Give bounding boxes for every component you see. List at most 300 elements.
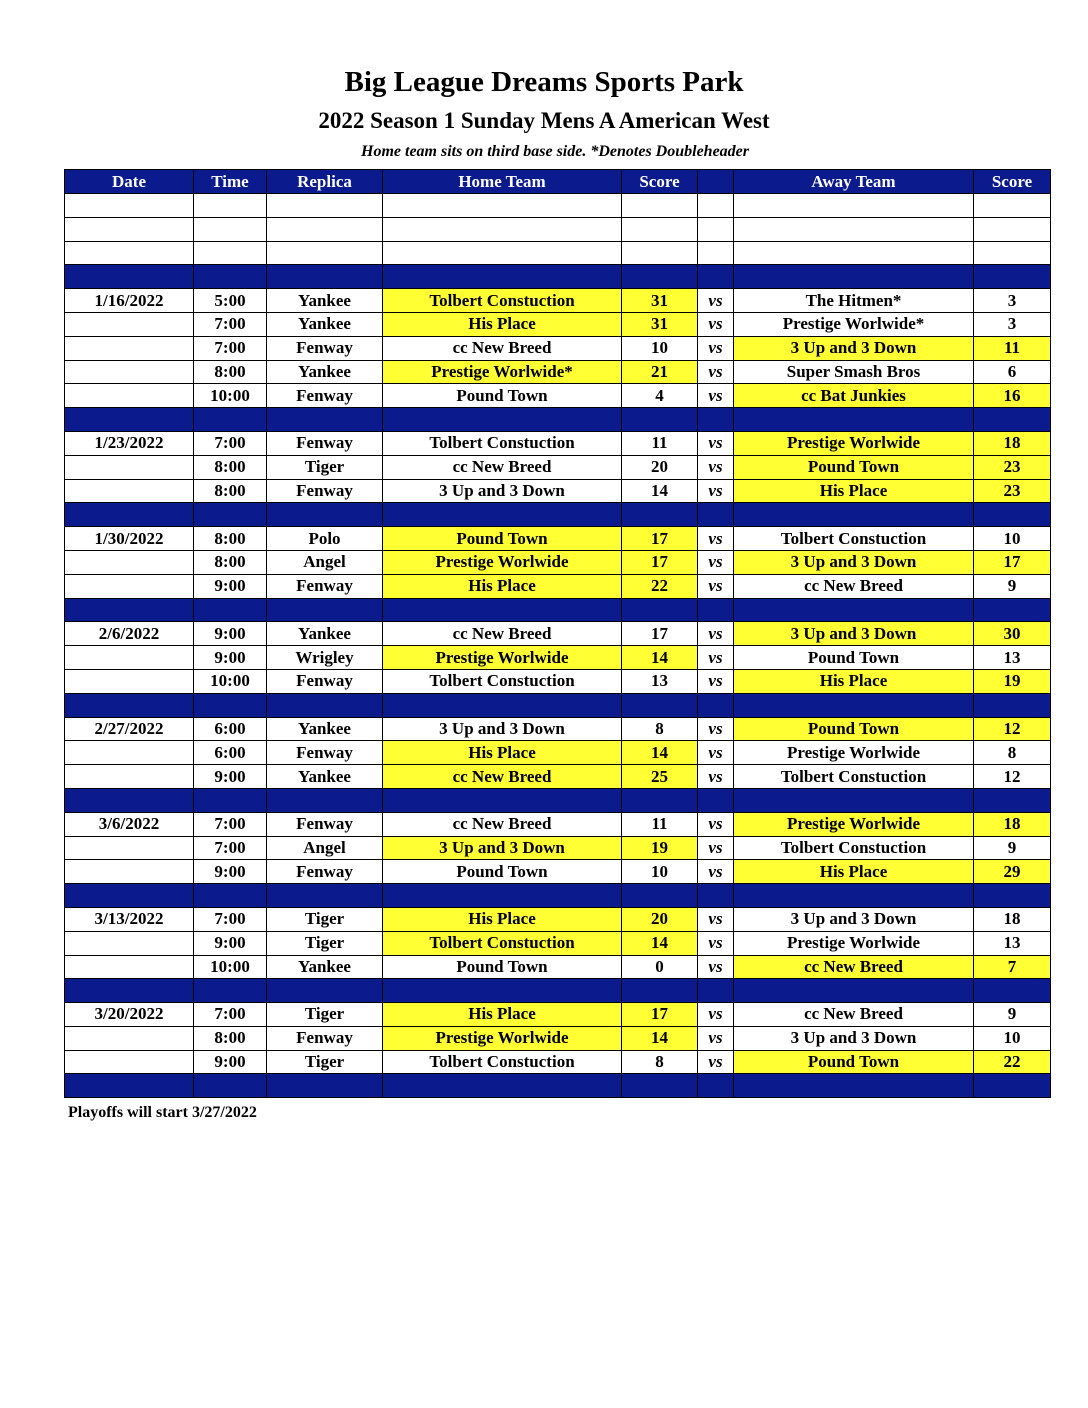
home-score-cell: 25 [622,765,698,789]
replica-cell: Tiger [267,931,383,955]
empty-cell [194,598,267,622]
replica-cell: Fenway [267,431,383,455]
away-team-cell: His Place [734,669,974,693]
empty-cell [974,598,1051,622]
home-team-cell: His Place [383,574,622,598]
game-row [65,860,1051,884]
empty-cell [194,217,267,241]
vs-cell: vs [698,312,734,336]
time-cell: 7:00 [194,812,267,836]
game-row [65,646,1051,670]
empty-cell [267,979,383,1003]
vs-cell: vs [698,812,734,836]
empty-cell [734,217,974,241]
empty-cell [267,194,383,218]
away-team-cell: His Place [734,479,974,503]
away-score-cell: 10 [974,1026,1051,1050]
vs-cell: vs [698,360,734,384]
empty-cell [65,265,194,289]
vs-cell: vs [698,836,734,860]
time-cell: 7:00 [194,907,267,931]
home-team-cell: Tolbert Constuction [383,1050,622,1074]
time-cell: 6:00 [194,741,267,765]
away-team-cell: Tolbert Constuction [734,765,974,789]
date-cell [65,741,194,765]
home-team-cell: Tolbert Constuction [383,289,622,313]
home-score-cell: 31 [622,289,698,313]
col-header-away-team: Away Team [734,170,974,194]
empty-cell [383,217,622,241]
week-separator-row [65,788,1051,812]
away-team-cell: Prestige Worlwide [734,741,974,765]
empty-cell [194,408,267,432]
away-score-cell: 6 [974,360,1051,384]
time-cell: 9:00 [194,860,267,884]
empty-cell [622,1074,698,1098]
time-cell: 9:00 [194,765,267,789]
empty-cell [383,598,622,622]
home-score-cell: 10 [622,860,698,884]
empty-cell [698,265,734,289]
time-cell: 7:00 [194,1003,267,1027]
date-cell [65,860,194,884]
replica-cell: Yankee [267,765,383,789]
away-score-cell: 23 [974,479,1051,503]
vs-cell: vs [698,1003,734,1027]
replica-cell: Fenway [267,860,383,884]
date-cell: 1/30/2022 [65,527,194,551]
empty-cell [194,503,267,527]
vs-cell: vs [698,931,734,955]
empty-cell [65,217,194,241]
date-cell: 3/6/2022 [65,812,194,836]
date-cell [65,765,194,789]
empty-cell [622,265,698,289]
away-team-cell: 3 Up and 3 Down [734,550,974,574]
col-header-away-score: Score [974,170,1051,194]
replica-cell: Fenway [267,384,383,408]
date-cell [65,384,194,408]
empty-cell [267,408,383,432]
empty-cell [267,503,383,527]
empty-cell [698,884,734,908]
empty-cell [267,1074,383,1098]
game-row [65,360,1051,384]
replica-cell: Fenway [267,812,383,836]
empty-cell [974,194,1051,218]
away-score-cell: 13 [974,646,1051,670]
empty-cell [383,979,622,1003]
time-cell: 10:00 [194,669,267,693]
away-score-cell: 18 [974,907,1051,931]
empty-cell [974,1074,1051,1098]
empty-cell [65,598,194,622]
home-team-cell: Pound Town [383,955,622,979]
home-team-cell: Pound Town [383,527,622,551]
empty-cell [194,265,267,289]
home-team-cell: Prestige Worlwide [383,1026,622,1050]
home-score-cell: 13 [622,669,698,693]
replica-cell: Fenway [267,1026,383,1050]
home-team-cell: 3 Up and 3 Down [383,479,622,503]
date-cell [65,455,194,479]
empty-cell [622,503,698,527]
empty-cell [734,1074,974,1098]
replica-cell: Angel [267,836,383,860]
away-team-cell: His Place [734,860,974,884]
vs-cell: vs [698,622,734,646]
empty-cell [267,265,383,289]
col-header-home-score: Score [622,170,698,194]
empty-cell [194,788,267,812]
replica-cell: Fenway [267,669,383,693]
empty-cell [65,503,194,527]
game-row [65,1003,1051,1027]
page-subtitle: 2022 Season 1 Sunday Mens A American West [318,108,770,133]
empty-cell [622,408,698,432]
date-cell [65,479,194,503]
empty-cell [383,693,622,717]
time-cell: 7:00 [194,431,267,455]
replica-cell: Tiger [267,1050,383,1074]
time-cell: 8:00 [194,479,267,503]
away-score-cell: 11 [974,336,1051,360]
empty-cell [734,503,974,527]
date-cell [65,336,194,360]
blank-row [65,217,1051,241]
vs-cell: vs [698,479,734,503]
date-cell [65,550,194,574]
game-row [65,527,1051,551]
empty-cell [622,788,698,812]
home-score-cell: 14 [622,646,698,670]
empty-cell [194,884,267,908]
home-team-cell: His Place [383,741,622,765]
vs-cell: vs [698,955,734,979]
home-team-cell: cc New Breed [383,765,622,789]
empty-cell [974,408,1051,432]
empty-cell [734,408,974,432]
away-score-cell: 9 [974,836,1051,860]
home-score-cell: 21 [622,360,698,384]
home-team-cell: His Place [383,312,622,336]
away-team-cell: 3 Up and 3 Down [734,336,974,360]
replica-cell: Fenway [267,336,383,360]
empty-cell [65,194,194,218]
home-score-cell: 20 [622,455,698,479]
game-row [65,907,1051,931]
away-score-cell: 30 [974,622,1051,646]
home-score-cell: 14 [622,931,698,955]
empty-cell [698,693,734,717]
empty-cell [383,503,622,527]
empty-cell [698,194,734,218]
game-row [65,384,1051,408]
empty-cell [734,265,974,289]
replica-cell: Fenway [267,479,383,503]
schedule-body [65,194,1051,1098]
week-separator-row [65,1074,1051,1098]
week-separator-row [65,503,1051,527]
game-row [65,336,1051,360]
empty-cell [698,241,734,265]
time-cell: 8:00 [194,455,267,479]
vs-cell: vs [698,646,734,670]
replica-cell: Tiger [267,907,383,931]
replica-cell: Yankee [267,955,383,979]
schedule-note: Home team sits on third base side. *Denotes Doubleheader [361,143,749,160]
away-team-cell: Pound Town [734,717,974,741]
empty-cell [974,265,1051,289]
home-team-cell: His Place [383,1003,622,1027]
time-cell: 6:00 [194,717,267,741]
empty-cell [698,217,734,241]
game-row [65,765,1051,789]
empty-cell [698,598,734,622]
blank-row [65,194,1051,218]
empty-cell [974,217,1051,241]
empty-cell [383,884,622,908]
empty-cell [194,1074,267,1098]
away-team-cell: Prestige Worlwide [734,812,974,836]
home-score-cell: 17 [622,527,698,551]
home-team-cell: His Place [383,907,622,931]
empty-cell [194,241,267,265]
empty-cell [267,693,383,717]
home-team-cell: Prestige Worlwide* [383,360,622,384]
schedule-table [64,169,1051,1098]
away-score-cell: 8 [974,741,1051,765]
vs-cell: vs [698,527,734,551]
date-cell: 2/27/2022 [65,717,194,741]
empty-cell [734,241,974,265]
away-score-cell: 23 [974,455,1051,479]
week-separator-row [65,693,1051,717]
empty-cell [974,503,1051,527]
home-score-cell: 31 [622,312,698,336]
game-row [65,836,1051,860]
away-team-cell: cc New Breed [734,1003,974,1027]
away-score-cell: 18 [974,431,1051,455]
away-score-cell: 13 [974,931,1051,955]
blank-row [65,241,1051,265]
table-header-row [65,170,1051,194]
time-cell: 9:00 [194,1050,267,1074]
replica-cell: Fenway [267,741,383,765]
empty-cell [383,408,622,432]
home-score-cell: 11 [622,812,698,836]
away-team-cell: Super Smash Bros [734,360,974,384]
empty-cell [383,1074,622,1098]
week-separator-row [65,265,1051,289]
empty-cell [194,979,267,1003]
date-cell: 2/6/2022 [65,622,194,646]
time-cell: 9:00 [194,574,267,598]
empty-cell [622,194,698,218]
away-team-cell: cc New Breed [734,955,974,979]
empty-cell [734,788,974,812]
away-team-cell: Prestige Worlwide [734,431,974,455]
away-team-cell: 3 Up and 3 Down [734,1026,974,1050]
away-score-cell: 17 [974,550,1051,574]
home-team-cell: Pound Town [383,384,622,408]
col-header-vs [698,170,734,194]
time-cell: 8:00 [194,1026,267,1050]
game-row [65,455,1051,479]
date-cell: 3/20/2022 [65,1003,194,1027]
game-row [65,717,1051,741]
away-team-cell: Pound Town [734,646,974,670]
date-cell [65,312,194,336]
time-cell: 8:00 [194,527,267,551]
home-score-cell: 11 [622,431,698,455]
away-score-cell: 19 [974,669,1051,693]
game-row [65,931,1051,955]
date-cell [65,931,194,955]
home-score-cell: 17 [622,622,698,646]
away-score-cell: 22 [974,1050,1051,1074]
time-cell: 8:00 [194,550,267,574]
game-row [65,289,1051,313]
replica-cell: Wrigley [267,646,383,670]
empty-cell [267,884,383,908]
game-row [65,812,1051,836]
home-score-cell: 17 [622,550,698,574]
vs-cell: vs [698,384,734,408]
game-row [65,479,1051,503]
away-score-cell: 10 [974,527,1051,551]
home-score-cell: 10 [622,336,698,360]
game-row [65,669,1051,693]
col-header-date: Date [65,170,194,194]
empty-cell [974,979,1051,1003]
away-score-cell: 12 [974,765,1051,789]
date-cell [65,669,194,693]
time-cell: 7:00 [194,836,267,860]
date-cell [65,836,194,860]
game-row [65,1050,1051,1074]
away-score-cell: 12 [974,717,1051,741]
time-cell: 9:00 [194,622,267,646]
page-title: Big League Dreams Sports Park [344,66,744,98]
home-score-cell: 14 [622,1026,698,1050]
empty-cell [622,693,698,717]
time-cell: 7:00 [194,312,267,336]
vs-cell: vs [698,455,734,479]
date-cell [65,646,194,670]
empty-cell [734,598,974,622]
empty-cell [65,241,194,265]
away-team-cell: Prestige Worlwide* [734,312,974,336]
away-score-cell: 3 [974,289,1051,313]
empty-cell [65,1074,194,1098]
time-cell: 9:00 [194,646,267,670]
vs-cell: vs [698,574,734,598]
replica-cell: Polo [267,527,383,551]
empty-cell [622,979,698,1003]
home-team-cell: Tolbert Constuction [383,669,622,693]
home-score-cell: 8 [622,717,698,741]
empty-cell [65,979,194,1003]
away-team-cell: Pound Town [734,455,974,479]
vs-cell: vs [698,431,734,455]
replica-cell: Yankee [267,312,383,336]
empty-cell [974,241,1051,265]
vs-cell: vs [698,765,734,789]
time-cell: 10:00 [194,384,267,408]
home-score-cell: 17 [622,1003,698,1027]
vs-cell: vs [698,336,734,360]
playoffs-note: Playoffs will start 3/27/2022 [68,1104,257,1121]
replica-cell: Yankee [267,622,383,646]
away-team-cell: 3 Up and 3 Down [734,907,974,931]
empty-cell [974,884,1051,908]
empty-cell [698,408,734,432]
home-score-cell: 4 [622,384,698,408]
empty-cell [698,979,734,1003]
vs-cell: vs [698,550,734,574]
home-score-cell: 0 [622,955,698,979]
date-cell: 3/13/2022 [65,907,194,931]
empty-cell [65,788,194,812]
home-score-cell: 22 [622,574,698,598]
vs-cell: vs [698,717,734,741]
home-team-cell: Pound Town [383,860,622,884]
empty-cell [974,693,1051,717]
col-header-home-team: Home Team [383,170,622,194]
home-score-cell: 14 [622,741,698,765]
away-score-cell: 16 [974,384,1051,408]
away-team-cell: Tolbert Constuction [734,836,974,860]
date-cell [65,1026,194,1050]
empty-cell [267,217,383,241]
time-cell: 10:00 [194,955,267,979]
home-score-cell: 20 [622,907,698,931]
game-row [65,622,1051,646]
empty-cell [194,194,267,218]
empty-cell [698,1074,734,1098]
week-separator-row [65,979,1051,1003]
time-cell: 5:00 [194,289,267,313]
col-header-replica: Replica [267,170,383,194]
empty-cell [698,503,734,527]
away-team-cell: Pound Town [734,1050,974,1074]
game-row [65,312,1051,336]
date-cell [65,955,194,979]
home-team-cell: Prestige Worlwide [383,550,622,574]
home-team-cell: cc New Breed [383,455,622,479]
empty-cell [974,788,1051,812]
game-row [65,574,1051,598]
home-team-cell: cc New Breed [383,622,622,646]
empty-cell [65,408,194,432]
week-separator-row [65,408,1051,432]
empty-cell [622,217,698,241]
time-cell: 8:00 [194,360,267,384]
replica-cell: Yankee [267,289,383,313]
empty-cell [194,693,267,717]
away-team-cell: cc New Breed [734,574,974,598]
away-score-cell: 9 [974,1003,1051,1027]
date-cell [65,360,194,384]
away-team-cell: Tolbert Constuction [734,527,974,551]
empty-cell [622,598,698,622]
empty-cell [698,788,734,812]
empty-cell [267,598,383,622]
vs-cell: vs [698,907,734,931]
empty-cell [383,241,622,265]
home-team-cell: cc New Breed [383,812,622,836]
